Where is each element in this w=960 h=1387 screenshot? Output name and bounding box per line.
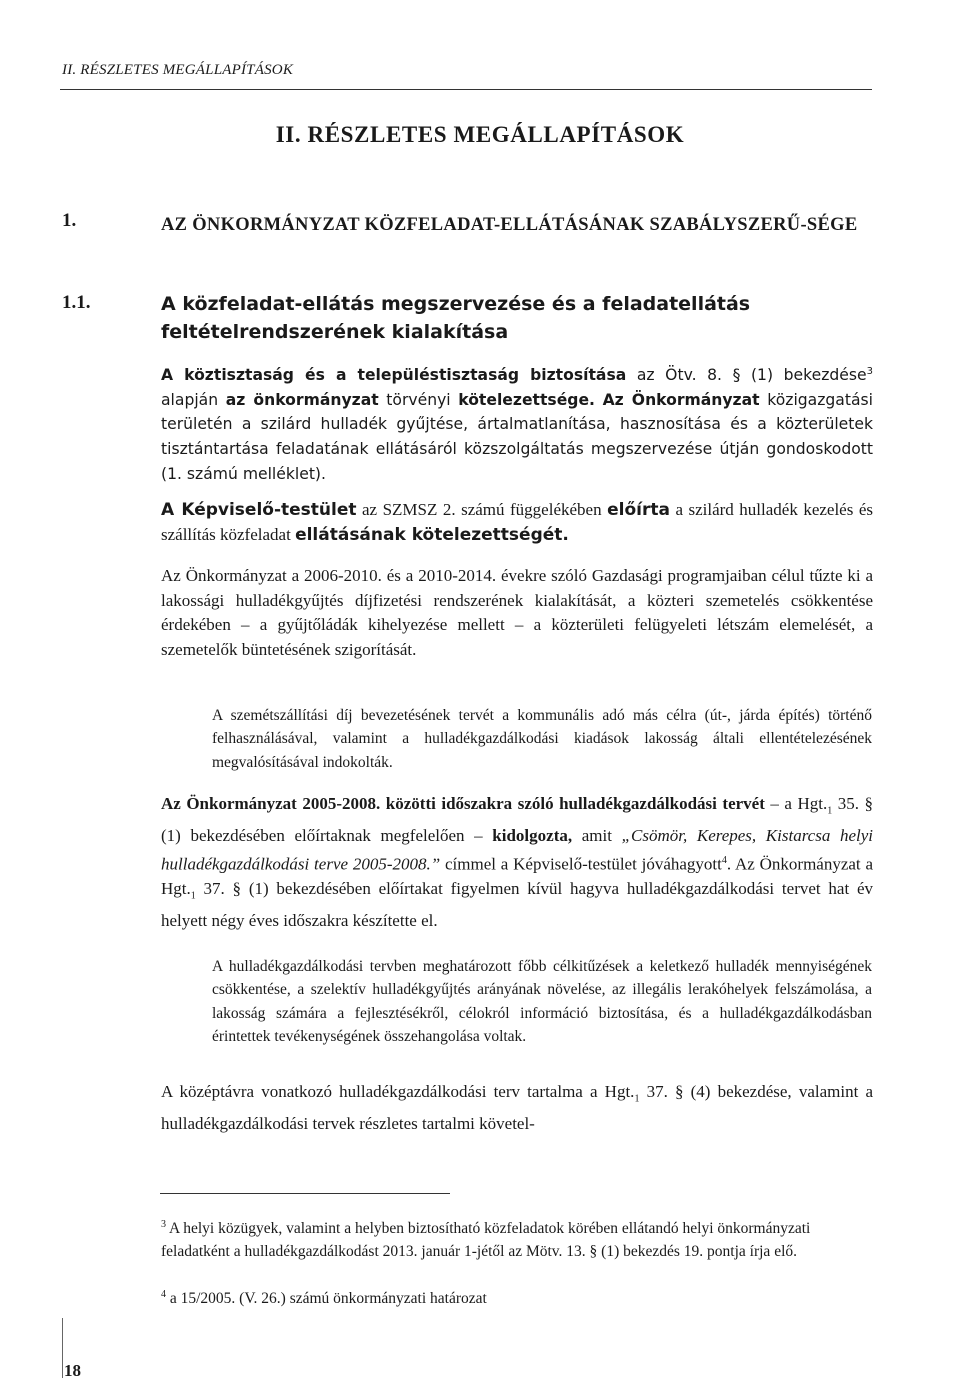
section-1-title: AZ ÖNKORMÁNYZAT KÖZFELADAT-ELLÁTÁSÁNAK SZABÁLYSZERŰ-SÉGE — [161, 215, 858, 235]
p1-text: törvényi — [378, 390, 459, 409]
p4-bold: kidolgozta, — [492, 825, 573, 845]
p2-bold: A Képviselő-testület — [161, 500, 357, 520]
page-number: 18 — [64, 1361, 81, 1380]
p5-text: 37. § (4) bekezdése, valamint a hulladékgazdálkodási tervek részletes tartalmi követel- — [161, 1082, 873, 1133]
footnote-3 — [161, 1213, 873, 1263]
footnote-ref-4[interactable]: 4 — [721, 854, 727, 866]
paragraph-5 — [161, 1080, 873, 1137]
p4-text: 35. § (1) bekezdésében előírtaknak megfelelően – — [161, 794, 874, 845]
p4-text: 37. § (1) bekezdésében előírtakat figyelmen kívül hagyva hulladékgazdálkodási tervet hat év helyett négy éves időszakra készítette el. — [161, 878, 873, 930]
main-title: II. RÉSZLETES MEGÁLLAPÍTÁSOK — [275, 122, 685, 147]
p5-text: A középtávra vonatkozó hulladékgazdálkodási terv tartalma a Hgt. — [161, 1082, 635, 1101]
paragraph-4 — [161, 792, 873, 933]
paragraph-3: Az Önkormányzat a 2006-2010. és a 2010-2014. évekre szóló Gazdasági programjaiban célul tűzte ki a lakossági hulladékgyűjtés díjfizetési rendszerének kialakítását, a közteri szemetelés csökkentése érdekében – a gyűjtőládák kihelyezése mellett – a közterületi felügyeleti létszám elemelését, a szemetelők büntetésének szigorítását. — [161, 566, 873, 659]
p1-text: alapján — [161, 390, 226, 409]
p1-bold: az önkormányzat — [225, 390, 379, 409]
quote-2: A hulladékgazdálkodási tervben meghatározott főbb célkitűzések a keletkező hulladék mennyiségének csökkentése, a szelektív hulladékgyűjtés arányának növelése, az illegális lerakóhelyek felszámolása, a lakosság számára a fejlesztésékről, célokról információ biztosítása, és a hulladékgazdálkodásban érintettek tevékenységének összehangolása voltak. — [212, 958, 872, 1046]
p2-text: a szilárd hulladék kezelés és szállítás közfeladat — [161, 500, 873, 544]
footnote-text: a 15/2005. (V. 26.) számú önkormányzati határozat — [166, 1290, 487, 1308]
p1-text: közigazgatási területén a szilárd hulladék gyűjtése, ártalmatlanítása, hasznosítása és a közterületek tisztántartása feladatának ellátásáról közszolgáltatás megszervezése útján gondoskodott (1. számú melléklet). — [161, 390, 873, 483]
section-1-number: 1. — [62, 210, 77, 231]
p1-text: az Ötv. 8. § (1) bekezdése — [626, 366, 867, 385]
p4-text: . Az Önkormányzat a Hgt. — [161, 854, 873, 898]
p4-sub: 1 — [827, 805, 833, 817]
p4-italic-title: „Csömör, Kerepes, Kistarcsa helyi hulladékgazdálkodási terve 2005-2008.” — [161, 825, 873, 874]
footnote-4 — [161, 1283, 873, 1310]
quote-1: A szemétszállítási díj bevezetésének tervét a kommunális adó más célra (út-, járda építés) történő felhasználásával, valamint a hulladékgazdálkodási kiadások lakosság általi ellentételezésének megvalósításával indokolták. — [212, 707, 872, 771]
footnote-divider — [160, 1193, 450, 1194]
p2-text: az SZMSZ 2. számú függelékében — [356, 500, 608, 519]
p5-sub: 1 — [634, 1093, 640, 1105]
p4-sub: 1 — [190, 890, 196, 902]
p1-space — [595, 391, 603, 409]
p1-bold: kötelezettsége. — [458, 390, 595, 409]
paragraph-1 — [161, 360, 873, 486]
section-1-1-number: 1.1. — [62, 292, 91, 313]
header-divider — [60, 89, 872, 90]
p2-bold: előírta — [607, 500, 670, 520]
footnote-ref-3[interactable]: 3 — [866, 366, 873, 377]
running-header: II. RÉSZLETES MEGÁLLAPÍTÁSOK — [62, 62, 294, 78]
p4-text: amit — [572, 825, 622, 845]
p1-bold-subject: A köztisztaság és a településtisztaság biztosítása — [161, 366, 627, 385]
footnote-mark: 4 — [161, 1289, 166, 1300]
footnote-text: A helyi közügyek, valamint a helyben biztosítható közfeladatok körében ellátandó helyi önkormányzati feladatként a hulladékgazdálkodást 2013. január 1-jétől az Mötv. 13. § (1) bekezdés 19. pontja írja elő. — [161, 1220, 811, 1261]
p4-bold: Az Önkormányzat 2005-2008. közötti időszakra szóló hulladékgazdálkodási tervét — [161, 794, 765, 813]
paragraph-2 — [161, 498, 873, 547]
page-margin-line — [62, 1318, 63, 1378]
footnote-mark: 3 — [161, 1219, 166, 1230]
p4-text: címmel a Képviselő-testület jóváhagyott — [440, 854, 722, 874]
p1-bold: Az Önkormányzat — [602, 390, 760, 409]
p4-text: – a Hgt. — [764, 794, 828, 813]
section-1-1-title: A közfeladat-ellátás megszervezése és a feladatellátás feltételrendszerének kialakítása — [161, 293, 751, 343]
p2-bold: ellátásának kötelezettségét. — [295, 524, 569, 545]
